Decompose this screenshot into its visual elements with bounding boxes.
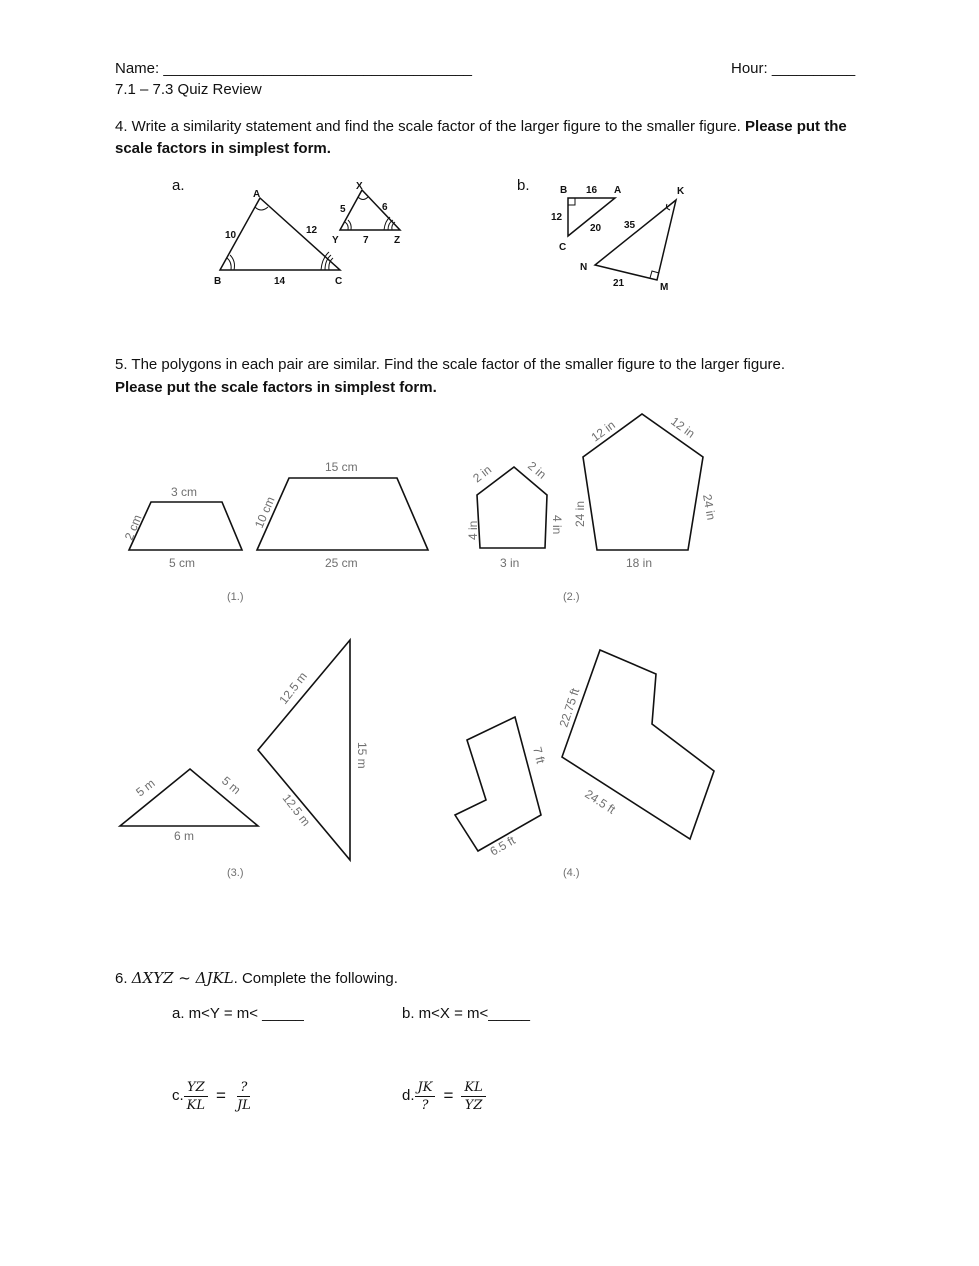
vertex-n: N <box>580 262 588 273</box>
equals-sign: = <box>216 1086 226 1105</box>
pair2-small-top-left: 2 in <box>470 462 495 486</box>
side-ba: 16 <box>586 185 598 196</box>
side-xy: 5 <box>340 204 346 215</box>
q6-d-fraction-2 <box>461 1080 485 1113</box>
q6-part-a[interactable]: a. m<Y = m< _____ <box>172 1005 304 1022</box>
question-4-text <box>115 116 875 160</box>
q4-part-b-label: b. <box>517 177 530 194</box>
side-ac: 20 <box>590 223 602 234</box>
side-xz: 6 <box>382 202 388 213</box>
q6-part-d[interactable] <box>402 1074 486 1118</box>
vertex-c: C <box>559 242 567 253</box>
question-6-prompt: . Complete the following. <box>233 970 398 987</box>
pair1-large-top: 15 cm <box>325 460 358 474</box>
q5-pairs-3-4-figure <box>105 630 735 885</box>
vertex-a: A <box>614 185 622 196</box>
fraction-numerator: YZ <box>184 1080 208 1097</box>
vertex-k: K <box>677 186 685 197</box>
question-6-number: 6. <box>115 970 132 987</box>
side-ab: 10 <box>225 230 237 241</box>
pair4-large-shape <box>562 650 714 839</box>
q6-d-label: d. <box>402 1087 415 1104</box>
pair2-small-pentagon <box>477 467 547 548</box>
pair2-large-left: 24 in <box>573 500 587 527</box>
angle-y-mark <box>345 220 351 230</box>
right-angle-b <box>568 198 575 205</box>
q4a-triangles-figure <box>200 172 430 302</box>
pair1-tag: (1.) <box>227 591 244 603</box>
pair2-large-top-right: 12 in <box>668 414 698 441</box>
pair3-large-top: 12.5 m <box>276 669 310 707</box>
pair4-small-base: 6.5 ft <box>487 833 518 859</box>
q6-c-fraction-2 <box>234 1080 254 1113</box>
pair1-small-trapezoid <box>129 502 242 550</box>
triangle-abc <box>220 198 340 270</box>
pair4-large-side: 22.75 ft <box>556 686 583 729</box>
fraction-denominator: JL <box>236 1097 251 1113</box>
vertex-y: Y <box>332 235 339 246</box>
vertex-m: M <box>660 282 669 293</box>
pair1-small-base: 5 cm <box>169 556 196 570</box>
vertex-b: B <box>560 185 568 196</box>
q6-d-fraction-1 <box>415 1080 436 1113</box>
pair4-small-shape <box>455 717 541 851</box>
pair3-large-right: 15 m <box>355 742 369 769</box>
side-yz: 7 <box>363 235 369 246</box>
pair3-tag: (3.) <box>227 867 244 879</box>
fraction-numerator: JK <box>415 1080 436 1097</box>
pair3-small-right: 5 m <box>219 773 244 798</box>
angle-x-mark <box>358 197 368 200</box>
page-title: 7.1 – 7.3 Quiz Review <box>115 81 262 98</box>
side-kn: 35 <box>624 220 636 231</box>
vertex-x: X <box>356 181 363 192</box>
q6-part-c[interactable] <box>172 1074 254 1118</box>
pair1-small-side: 2 cm <box>121 512 145 543</box>
q4-part-a-label: a. <box>172 177 185 194</box>
pair3-small-left: 5 m <box>133 776 158 800</box>
q6-c-fraction-1 <box>184 1080 208 1113</box>
pair2-small-base: 3 in <box>500 556 520 570</box>
pair4-tag: (4.) <box>563 867 580 879</box>
question-4-instruction: Please put the scale factors in simplest form. <box>115 118 847 157</box>
angle-a-mark <box>255 207 268 210</box>
question-5-instruction: Please put the scale factors in simplest form. <box>115 379 437 396</box>
question-4-prompt: 4. Write a similarity statement and find the scale factor of the larger figure to the smaller figure. <box>115 118 746 135</box>
side-bc: 14 <box>274 276 286 287</box>
fraction-denominator: KL <box>186 1097 206 1113</box>
pair4-small-side: 7 ft <box>530 745 548 765</box>
pair1-large-base: 25 cm <box>325 556 358 570</box>
pair2-large-base: 18 in <box>626 556 653 570</box>
vertex-b: B <box>214 276 222 287</box>
angle-b-mark <box>227 255 235 270</box>
equals-sign: = <box>443 1086 454 1105</box>
question-6-text <box>115 968 398 989</box>
vertex-c: C <box>335 276 343 287</box>
side-bc: 12 <box>551 212 563 223</box>
name-line[interactable]: Name: _____________________________________ <box>115 60 473 77</box>
triangle-knm <box>595 200 676 280</box>
pair4-large-base: 24.5 ft <box>582 786 618 817</box>
similarity-statement: ΔXYZ ~ ΔJKL <box>131 969 234 987</box>
pair2-large-right: 24 in <box>700 493 719 522</box>
q5-pairs-1-2-figure <box>105 405 735 610</box>
pair2-small-left: 4 in <box>466 520 480 540</box>
question-5-text: 5. The polygons in each pair are similar. Find the scale factor of the smaller figure to the larger figure. <box>115 356 786 373</box>
pair2-small-top-right: 2 in <box>525 458 549 482</box>
pair1-large-trapezoid <box>257 478 428 550</box>
pair2-small-right: 4 in <box>550 515 564 535</box>
pair3-large-bottom: 12.5 m <box>279 791 314 829</box>
pair1-large-side: 10 cm <box>251 494 278 531</box>
q6-c-label: c. <box>172 1087 184 1104</box>
pair3-small-base: 6 m <box>174 829 195 843</box>
triangle-xyz <box>340 190 400 230</box>
q4b-triangles-figure <box>540 178 710 298</box>
pair1-small-top: 3 cm <box>171 485 198 499</box>
vertex-z: Z <box>394 235 401 246</box>
fraction-denominator: YZ <box>464 1097 483 1113</box>
q6-part-b[interactable]: b. m<X = m<_____ <box>402 1005 530 1022</box>
vertex-a: A <box>253 189 261 200</box>
fraction-numerator: KL <box>461 1080 485 1097</box>
side-ac: 12 <box>306 225 318 236</box>
side-nm: 21 <box>613 278 625 289</box>
fraction-numerator: ? <box>237 1080 250 1097</box>
pair2-large-top-left: 12 in <box>588 417 618 445</box>
fraction-denominator: ? <box>421 1097 429 1113</box>
hour-line[interactable]: Hour: __________ <box>731 60 856 77</box>
pair2-tag: (2.) <box>563 591 580 603</box>
